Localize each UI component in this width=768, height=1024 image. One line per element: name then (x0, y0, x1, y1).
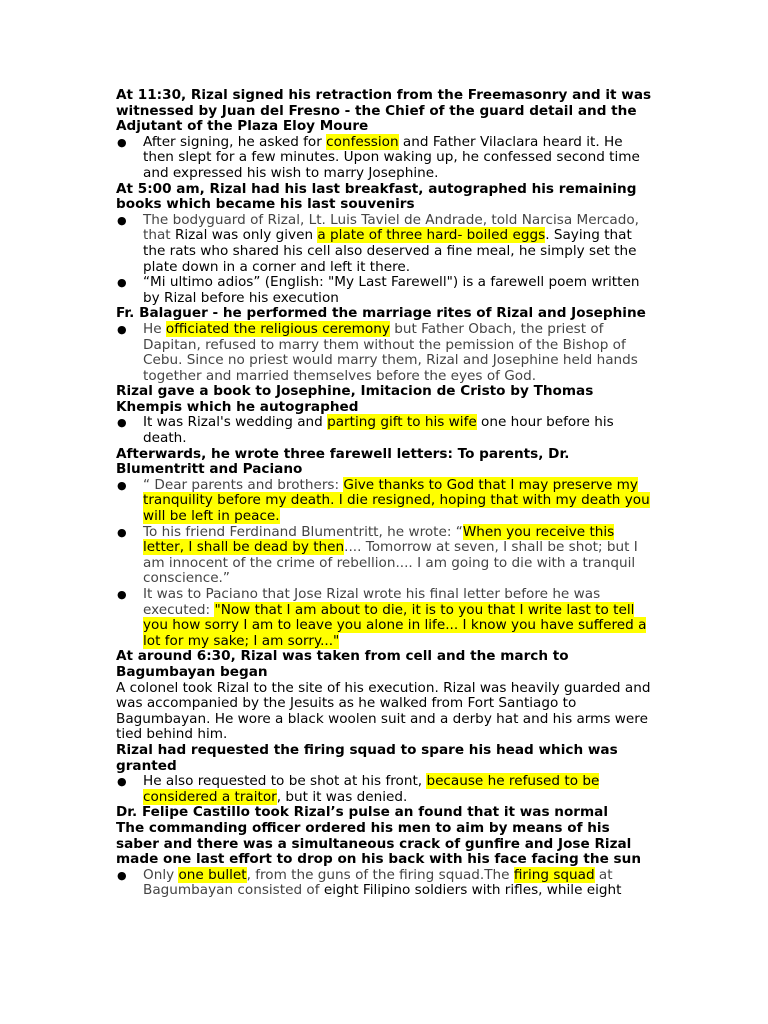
highlighted-text: confession (326, 133, 399, 150)
bullet-list (116, 478, 656, 650)
bullet-list (116, 415, 656, 446)
highlighted-text: one bullet (178, 866, 247, 883)
list-item: ● He also requested to be shot at his front, because he refused to be considered a traitor, but it was denied. (116, 774, 656, 805)
highlighted-text: parting gift to his wife (327, 414, 477, 431)
section-heading: At 11:30, Rizal signed his retraction from the Freemasonry and it was witnessed by Juan del Fresno - the Chief of the guard detail and the Adjutant of the Plaza Eloy Moure (116, 87, 652, 135)
list-item: ● After signing, he asked for confession and Father Vilaclara heard it. He then slept for a few minutes. Upon waking up, he confessed second time and expressed his wish to marry Josephine. (116, 135, 656, 182)
section-heading: Dr. Felipe Castillo took Rizal’s pulse an found that it was normal (116, 804, 609, 821)
bullet-list (116, 322, 656, 384)
section-heading: At 5:00 am, Rizal had his last breakfast, autographed his remaining books which became his last souvenirs (116, 180, 637, 213)
bullet-list (116, 213, 656, 307)
section-heading: At around 6:30, Rizal was taken from cell and the march to Bagumbayan began (116, 648, 569, 680)
section-heading: Afterwards, he wrote three farewell letters: To parents, Dr. Blumentritt and Paciano (116, 445, 570, 478)
bullet-list (116, 135, 656, 182)
bullet-list (116, 774, 656, 805)
section-heading: The commanding officer ordered his men to aim by means of his saber and there was a simultaneous crack of gunfire and Jose Rizal made one last effort to drop on his back with his face facing the sun (116, 819, 642, 868)
highlighted-text: "Now that I am about to die, it is to you that I write last to tell you how sorry I am to leave you alone in life... I know you have suffered a lot for my sake; I am sorry..." (143, 601, 647, 649)
list-item: ● The bodyguard of Rizal, Lt. Luis Taviel de Andrade, told Narcisa Mercado, that Rizal was only given a plate of three hard- boiled eggs. Saying that the rats who shared his cell also deserved a fine meal, he simply set the plate down in a corner and left it there. (116, 213, 656, 275)
list-item: ● He officiated the religious ceremony but Father Obach, the priest of Dapitan, refused to marry them without the pemission of the Bishop of Cebu. Since no priest would marry them, Rizal and Josephine held hands together and married themselves before the eyes of God. (116, 322, 656, 384)
document-page (116, 88, 656, 899)
list-item: ● It was to Paciano that Jose Rizal wrote his final letter before he was executed: "Now that I am about to die, it is to you that I write last to tell you how sorry I am to leave you alone in life... I know you have suffered a lot for my sake; I am sorry..." (116, 587, 656, 649)
section-heading: Rizal had requested the firing squad to spare his head which was granted (116, 741, 618, 774)
list-item: ● To his friend Ferdinand Blumentritt, he wrote: “When you receive this letter, I shall be dead by then.... Tomorrow at seven, I shall be shot; but I am innocent of the crime of rebellion.... I am going to die with a tranquil conscience.” (116, 525, 656, 587)
highlighted-text: because he refused to be considered a traitor (143, 773, 600, 805)
highlighted-text: officiated the religious ceremony (165, 320, 390, 337)
list-item: ● Only one bullet, from the guns of the firing squad.The firing squad at Bagumbayan consisted of eight Filipino soldiers with rifles, while eight (116, 868, 656, 899)
section-heading: Rizal gave a book to Josephine, Imitacion de Cristo by Thomas Khempis which he autographed (116, 383, 594, 415)
highlighted-text: a plate of three hard- boiled eggs (317, 227, 546, 244)
bullet-list (116, 868, 656, 899)
highlighted-text: When you receive this letter, I shall be dead by then (143, 523, 615, 556)
highlighted-text: firing squad (513, 866, 595, 883)
list-item: ● “ Dear parents and brothers: Give thanks to God that I may preserve my tranquility before my death. I die resigned, hoping that with my death you will be left in peace. (116, 478, 656, 525)
section-heading: Fr. Balaguer - he performed the marriage rites of Rizal and Josephine (116, 305, 646, 322)
list-item: ● “Mi ultimo adios” (English: "My Last Farewell") is a farewell poem written by Rizal before his execution (116, 275, 656, 306)
list-item: ● It was Rizal's wedding and parting gift to his wife one hour before his death. (116, 415, 656, 446)
highlighted-text: Give thanks to God that I may preserve my tranquility before my death. I die resigned, hoping that with my death you will be left in peace. (143, 476, 650, 525)
paragraph: A colonel took Rizal to the site of his execution. Rizal was heavily guarded and was accompanied by the Jesuits as he walked from Fort Santiago to Bagumbayan. He wore a black woolen suit and a derby hat and his arms were tied behind him. (116, 679, 651, 743)
